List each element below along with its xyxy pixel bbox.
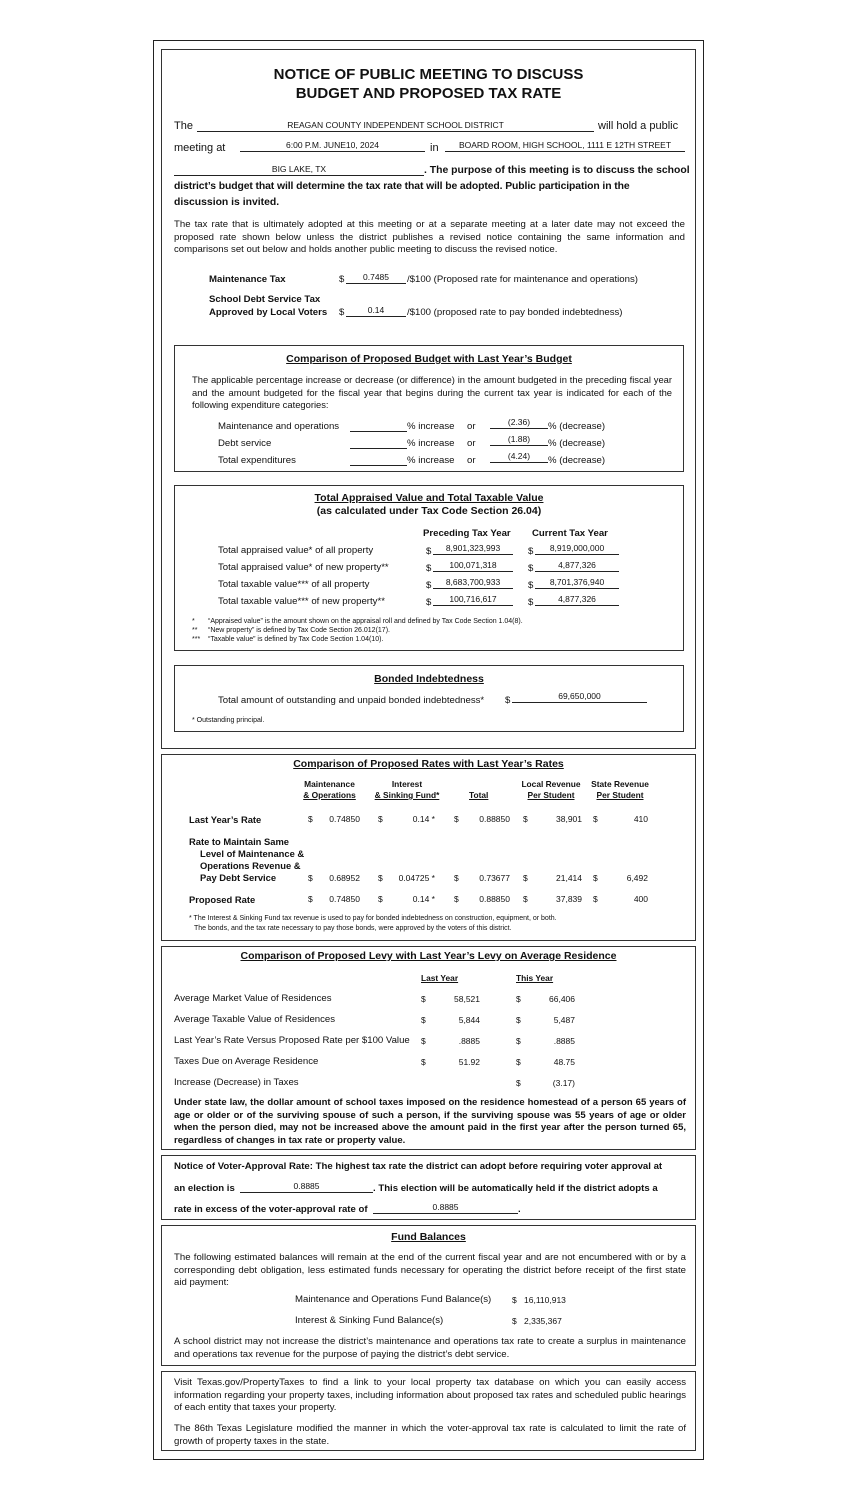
budget-paragraph: The applicable percentage increase or decrease (or difference) in the amount budgeted in the preceding fiscal year and the amount budgeted for the fiscal year that begins during the current tax year is indicated for each of the following expenditure categories: [192,374,672,410]
maintain-is: 0.04725 * [398,873,435,883]
intro-purpose-b: district’s budget that will determine the tax rate that will be adopted. Public participation in the [174,181,630,192]
budget-comparison-box [174,345,684,472]
budget-row-label: Debt service [218,438,272,449]
appraised-current-value: 8,919,000,000 [535,542,619,555]
footnote-mark-2: ** [192,627,198,634]
fund-heading: Fund Balances [391,1231,466,1243]
dollar-sign: $ [512,1316,517,1326]
voter-line-2b: . This election will be automatically held if the district adopts a [373,1183,658,1194]
bonded-label: Total amount of outstanding and unpaid bonded indebtedness* [218,695,485,706]
dollar-sign: $ [528,563,534,574]
footnote-2: “New property” is defined by Tax Code Section 26.012(17). [208,627,390,634]
notice-document [153,40,704,1460]
proposed-local: 37,839 [556,894,582,904]
dollar-sign: $ [426,597,432,608]
budget-row-label: Maintenance and operations [218,421,340,432]
levy-last-value: 51.92 [458,1057,480,1067]
levy-this-value: 66,406 [549,994,575,1004]
col-this-year: This Year [516,973,554,983]
dollar-sign: $ [593,894,598,904]
voter-approval-rate-2: 0.8885 [373,1201,518,1214]
intro-purpose-a: . The purpose of this meeting is to discuss the school [424,165,690,176]
maintain-local: 21,414 [556,873,582,883]
dollar-sign: $ [523,814,528,824]
debt-tax-dollar: $ [339,307,345,318]
dollar-sign: $ [523,873,528,883]
last-state: 410 [633,814,648,824]
budget-or-text: or [467,455,476,466]
col-is-line2: & Sinking Fund* [374,790,440,800]
last-total: 0.88850 [479,814,510,824]
rate-comparison-section [161,754,696,941]
budget-or-text: or [467,438,476,449]
intro-meeting-at: meeting at [174,142,226,154]
intro-purpose-c: discussion is invited. [174,197,280,208]
col-state-line2: Per Student [596,790,644,800]
maintain-mo: 0.68952 [329,873,360,883]
levy-this-value: .8885 [553,1036,575,1046]
voter-line-3a: rate in excess of the voter-approval rate of [174,1204,368,1215]
bonded-heading: Bonded Indebtedness [374,673,484,685]
last-mo: 0.74850 [329,814,360,824]
col-state [588,779,652,801]
last-local: 38,901 [556,814,582,824]
dollar-sign: $ [454,814,459,824]
appraised-row-label: Total appraised value* of new property** [218,562,389,573]
maintenance-tax-value: 0.7485 [346,271,406,284]
fund-paragraph-2: A school district may not increase the district’s maintenance and operations tax rate to create a surplus in maintenance and operations tax revenue for the purpose of paying the district’s debt service. [174,1336,686,1360]
appraised-row-label: Total appraised value* of all property [218,545,374,556]
col-is-line1: Interest [391,779,423,789]
col-mo-line1: Maintenance [304,779,355,789]
levy-row-label: Taxes Due on Average Residence [174,1056,319,1067]
maintain-rate-label-4: Pay Debt Service [200,872,277,883]
dollar-sign: $ [523,894,528,904]
meeting-time-field: 6:00 P.M. JUNE10, 2024 [240,139,425,152]
dollar-sign: $ [516,1057,521,1067]
appraised-row-label: Total taxable value*** of all property [218,579,370,590]
footnote-1: “Appraised value” is the amount shown on the appraisal roll and defined by Tax Code Section 1.04(8). [208,618,523,625]
budget-decrease-text: % (decrease) [548,421,606,432]
fund-is-value: 2,335,367 [524,1316,562,1326]
appraised-current-value: 4,877,326 [535,593,619,606]
dollar-sign: $ [516,1078,521,1088]
debt-tax-value: 0.14 [346,304,406,317]
footer-paragraph-1: Visit Texas.gov/PropertyTaxes to find a link to your local property tax database on which you can easily access information regarding your property taxes, including information about proposed tax rates and scheduled public hearings of each entity that taxes your property. [174,1377,686,1413]
budget-row-decrease: (1.88) [490,433,548,446]
budget-row-increase [350,419,407,432]
fund-mo-label: Maintenance and Operations Fund Balance(s) [295,1294,492,1305]
appraised-preceding-value: 100,716,617 [433,593,513,606]
budget-increase-text: % increase [407,421,455,432]
intro-paragraph: The tax rate that is ultimately adopted at this meeting or at a separate meeting at a later date may not exceed the proposed rate shown below unless the district publishes a revised notice containing the same information and comparisons set out below and holds another public meeting to discuss the revised notice. [174,219,685,255]
maintain-state: 6,492 [626,873,648,883]
rate-compare-note-2: The bonds, and the tax rate necessary to pay those bonds, were approved by the voters of this district. [194,925,512,932]
budget-row-increase [350,453,407,466]
col-mo-line2: & Operations [303,790,356,800]
dollar-sign: $ [378,873,383,883]
maintenance-tax-dollar: $ [339,274,345,285]
intro-will-hold: will hold a public [598,120,679,132]
dollar-sign: $ [516,994,521,1004]
maintain-rate-label-3: Operations Revenue & [200,860,301,871]
maintenance-tax-label: Maintenance Tax [209,274,286,285]
fund-paragraph-1: The following estimated balances will remain at the end of the current fiscal year and are not encumbered with or by a corresponding debt obligation, less estimated funds necessary for operating the district before receipt of the first state aid payment: [174,1252,686,1288]
dollar-sign: $ [308,894,313,904]
dollar-sign: $ [308,873,313,883]
col-preceding-year: Preceding Tax Year [423,528,511,539]
district-name-field: REAGAN COUNTY INDEPENDENT SCHOOL DISTRICT [197,119,594,132]
appraised-preceding-value: 8,901,323,993 [433,542,513,555]
dollar-sign: $ [378,814,383,824]
maintain-rate-label-1: Rate to Maintain Same [189,836,290,847]
notice-section [161,49,696,749]
notice-title-line1: NOTICE OF PUBLIC MEETING TO DISCUSS [273,66,584,83]
levy-row-label: Last Year’s Rate Versus Proposed Rate per $100 Value [174,1035,410,1046]
dollar-sign: $ [516,1015,521,1025]
rate-compare-heading: Comparison of Proposed Rates with Last Year’s Rates [293,758,564,770]
col-mo [302,779,357,801]
col-state-line1: State Revenue [591,779,649,789]
levy-row-label: Average Market Value of Residences [174,993,332,1004]
meeting-city-field: BIG LAKE, TX [174,163,424,176]
debt-tax-desc: /$100 (proposed rate to pay bonded indebtedness) [407,307,623,318]
fund-is-label: Interest & Sinking Fund Balance(s) [295,1315,444,1326]
col-last-year: Last Year [421,973,459,983]
dollar-sign: $ [378,894,383,904]
appraised-heading-1: Total Appraised Value and Total Taxable Value [314,492,544,504]
proposed-rate-label: Proposed Rate [189,894,256,905]
dollar-sign: $ [421,1036,426,1046]
col-is [370,779,444,801]
appraised-heading-2: (as calculated under Tax Code Section 26.04) [316,505,542,517]
bonded-indebtedness-box [174,665,684,732]
rate-compare-note-1: * The Interest & Sinking Fund tax revenue is used to pay for bonded indebtedness on construction, equipment, or both. [189,915,557,922]
dollar-sign: $ [593,873,598,883]
budget-row-label: Total expenditures [218,455,296,466]
bonded-dollar: $ [505,695,511,706]
proposed-mo: 0.74850 [329,894,360,904]
col-local-line1: Local Revenue [521,779,581,789]
voter-approval-rate-1: 0.8885 [240,1180,373,1193]
appraised-preceding-value: 100,071,318 [433,559,513,572]
budget-row-decrease: (4.24) [490,450,548,463]
dollar-sign: $ [426,546,432,557]
levy-section [161,946,696,1150]
budget-row-increase [350,436,407,449]
voter-line-3b: . [518,1204,521,1215]
levy-last-value: 58,521 [454,994,480,1004]
appraised-value-box [174,485,684,651]
budget-increase-text: % increase [407,438,455,449]
appraised-row-label: Total taxable value*** of new property** [218,596,385,607]
col-local [519,779,583,801]
levy-heading: Comparison of Proposed Levy with Last Year’s Levy on Average Residence [240,950,617,962]
col-current-year: Current Tax Year [532,528,608,539]
fund-balances-section [161,1225,696,1366]
proposed-total: 0.88850 [479,894,510,904]
meeting-place-field: BOARD ROOM, HIGH SCHOOL, 1111 E 12TH STREET [445,139,685,152]
voter-line-1: Notice of Voter-Approval Rate: The highest tax rate the district can adopt before requiring voter approval at [174,1161,663,1172]
dollar-sign: $ [421,1057,426,1067]
dollar-sign: $ [512,1295,517,1305]
footer-section [161,1371,696,1451]
dollar-sign: $ [528,546,534,557]
dollar-sign: $ [426,563,432,574]
dollar-sign: $ [421,994,426,1004]
dollar-sign: $ [593,814,598,824]
dollar-sign: $ [528,580,534,591]
budget-increase-text: % increase [407,455,455,466]
levy-this-value: 5,487 [553,1015,575,1025]
bonded-note: * Outstanding principal. [192,717,265,724]
budget-row-decrease: (2.36) [490,416,548,429]
appraised-current-value: 4,877,326 [535,559,619,572]
maintenance-tax-desc: /$100 (Proposed rate for maintenance and operations) [407,274,638,285]
fund-mo-value: 16,110,913 [524,1295,566,1305]
levy-row-label: Increase (Decrease) in Taxes [174,1077,299,1088]
footnote-mark-1: * [192,618,195,625]
debt-tax-label-2: Approved by Local Voters [209,307,328,318]
dollar-sign: $ [516,1036,521,1046]
debt-tax-label-1: School Debt Service Tax [209,294,321,305]
bonded-value: 69,650,000 [512,690,647,703]
budget-heading: Comparison of Proposed Budget with Last Year’s Budget [286,353,572,365]
dollar-sign: $ [426,580,432,591]
dollar-sign: $ [421,1015,426,1025]
footnote-mark-3: *** [192,636,201,643]
levy-row-label: Average Taxable Value of Residences [174,1014,336,1025]
col-local-line2: Per Student [527,790,575,800]
budget-decrease-text: % (decrease) [548,438,606,449]
appraised-current-value: 8,701,376,940 [535,576,619,589]
appraised-preceding-value: 8,683,700,933 [433,576,513,589]
levy-this-value: 48.75 [553,1057,575,1067]
proposed-is: 0.14 * [412,894,435,904]
budget-decrease-text: % (decrease) [548,455,606,466]
dollar-sign: $ [528,597,534,608]
maintain-rate-label-2: Level of Maintenance & [200,848,305,859]
levy-this-value: (3.17) [552,1078,575,1088]
budget-or-text: or [467,421,476,432]
voter-approval-section [161,1155,696,1220]
levy-last-value: 5,844 [458,1015,480,1025]
dollar-sign: $ [454,873,459,883]
dollar-sign: $ [454,894,459,904]
proposed-state: 400 [633,894,648,904]
intro-in: in [430,142,439,154]
col-total: Total [469,790,489,800]
last-is: 0.14 * [412,814,435,824]
footnote-3: “Taxable value” is defined by Tax Code Section 1.04(10). [208,636,384,643]
levy-last-value: .8885 [458,1036,480,1046]
footer-paragraph-2: The 86th Texas Legislature modified the manner in which the voter-approval tax rate is calculated to limit the rate of growth of property taxes in the state. [174,1423,686,1447]
maintain-total: 0.73677 [479,873,510,883]
dollar-sign: $ [308,814,313,824]
voter-line-2a: an election is [174,1183,235,1194]
notice-title-line2: BUDGET AND PROPOSED TAX RATE [295,85,562,102]
levy-paragraph: Under state law, the dollar amount of school taxes imposed on the residence homestead of a person 65 years of age or older or of the surviving spouse of such a person, if the surviving spouse was 55 years of age or older when the person died, may not be increased above the amount paid in the first year after the person turned 65, regardless of changes in tax rate or property value. [174,1097,686,1146]
last-year-rate-label: Last Year’s Rate [189,814,262,825]
intro-the: The [174,120,193,132]
